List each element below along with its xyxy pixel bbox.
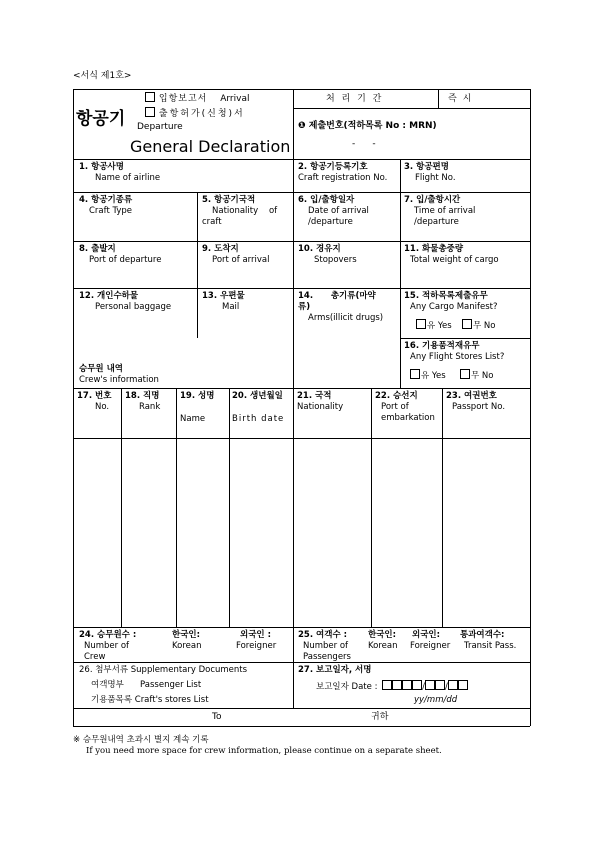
year-digit-box[interactable] bbox=[402, 680, 412, 690]
col-23-en: Passport No. bbox=[452, 402, 506, 412]
field-25-en: Number of bbox=[303, 641, 349, 651]
crew-info-label: 승무원 내역 bbox=[79, 364, 124, 374]
col-18-en: Rank bbox=[139, 402, 161, 412]
field-24-label: 24. 승무원수 : bbox=[79, 630, 137, 640]
field-25-transit-en: Transit Pass. bbox=[464, 641, 517, 651]
field-5-en: Nationality of bbox=[212, 206, 278, 216]
day-digit-box[interactable] bbox=[448, 680, 458, 690]
field-14-en: Arms(illicit drugs) bbox=[308, 313, 384, 323]
field-4-label: 4. 항공기종류 bbox=[79, 195, 133, 205]
arrival-checkbox[interactable] bbox=[145, 92, 155, 102]
col-22-label: 22. 승선지 bbox=[375, 391, 418, 401]
processing-period-label: 처 리 기 간 bbox=[326, 94, 384, 104]
col-20-label: 20. 생년월일 bbox=[232, 391, 283, 401]
field-25-korean-label: 한국인: bbox=[368, 630, 397, 640]
date-format-hint: yy/mm/dd bbox=[414, 695, 458, 705]
field-2-label: 2. 항공기등록기호 bbox=[298, 162, 368, 172]
passenger-list: 여객명부 Passenger List bbox=[91, 680, 202, 690]
stores-yes-checkbox[interactable] bbox=[410, 369, 420, 379]
col-21-en: Nationality bbox=[297, 402, 344, 412]
field-24-korean-label: 한국인: bbox=[172, 630, 201, 640]
field-6-en: Date of arrival bbox=[308, 206, 369, 216]
field-27-label: 27. 보고일자, 서명 bbox=[298, 665, 372, 675]
departure-option[interactable]: 출항허가(신청)서 bbox=[145, 107, 245, 120]
field-15-no[interactable]: 무 No bbox=[462, 319, 495, 332]
field-25-en-2: Passengers bbox=[303, 652, 351, 662]
departure-checkbox[interactable] bbox=[145, 107, 155, 117]
day-digit-box[interactable] bbox=[458, 680, 468, 690]
processing-period-value: 즉시 bbox=[448, 94, 478, 104]
footnote-ko: ※ 승무원내역 초과시 별지 계속 기록 bbox=[73, 735, 209, 745]
field-4-en: Craft Type bbox=[89, 206, 133, 216]
field-3-label: 3. 항공편명 bbox=[404, 162, 449, 172]
col-23-label: 23. 여권번호 bbox=[446, 391, 497, 401]
form-number: <서식 제1호> bbox=[73, 71, 132, 81]
report-date-label: 보고일자 Date : / / bbox=[316, 680, 468, 693]
field-24-foreign-en: Foreigner bbox=[236, 641, 277, 651]
field-15-en: Any Cargo Manifest? bbox=[410, 302, 498, 312]
field-25-label: 25. 여객수 : bbox=[298, 630, 348, 640]
field-2-en: Craft registration No. bbox=[298, 173, 388, 183]
field-10-label: 10. 경유지 bbox=[298, 244, 341, 254]
cargo-yes-checkbox[interactable] bbox=[416, 319, 426, 329]
field-24-en-2: Crew bbox=[84, 652, 106, 662]
col-22-en: Port of embarkation bbox=[381, 402, 435, 423]
col-17-label: 17. 번호 bbox=[77, 391, 112, 401]
field-16-no[interactable]: 무 No bbox=[460, 369, 493, 382]
field-8-en: Port of departure bbox=[89, 255, 162, 265]
field-7-en-2: /departure bbox=[414, 217, 459, 227]
footnote-en: If you need more space for crew information, please continue on a separate sheet. bbox=[86, 746, 442, 756]
year-digit-box[interactable] bbox=[412, 680, 422, 690]
field-11-en: Total weight of cargo bbox=[410, 255, 499, 265]
field-15-yes[interactable]: 유 Yes bbox=[416, 319, 452, 332]
col-20-en: Birth date bbox=[232, 414, 285, 424]
field-26-label: 26. 첨부서류 Supplementary Documents bbox=[79, 665, 248, 675]
field-6-en-2: /departure bbox=[308, 217, 353, 227]
crew-entry-area[interactable] bbox=[74, 439, 529, 626]
departure-en: Departure bbox=[137, 122, 183, 132]
month-digit-box[interactable] bbox=[425, 680, 435, 690]
field-6-label: 6. 입/출항일자 bbox=[298, 195, 355, 205]
field-16-label: 16. 기용품적재유무 bbox=[404, 341, 480, 351]
field-10-en: Stopovers bbox=[314, 255, 357, 265]
report-date-boxes[interactable]: / / bbox=[382, 682, 468, 692]
honorific-label: 귀하 bbox=[371, 712, 389, 722]
field-16-en: Any Flight Stores List? bbox=[410, 352, 505, 362]
field-24-korean-en: Korean bbox=[172, 641, 202, 651]
col-21-label: 21. 국적 bbox=[297, 391, 332, 401]
to-label: To bbox=[212, 712, 222, 722]
crew-info-en: Crew's information bbox=[79, 375, 159, 385]
col-19-en: Name bbox=[180, 414, 206, 424]
field-14-label-2: 류) bbox=[298, 302, 311, 312]
field-13-en: Mail bbox=[222, 302, 240, 312]
field-5-label: 5. 항공기국적 bbox=[202, 195, 256, 205]
field-12-label: 12. 개인수하물 bbox=[79, 291, 139, 301]
col-17-en: No. bbox=[95, 402, 110, 412]
submission-number-value[interactable]: - - bbox=[352, 139, 376, 149]
field-25-korean-en: Korean bbox=[368, 641, 398, 651]
month-digit-box[interactable] bbox=[435, 680, 445, 690]
field-25-foreign-label: 외국인: bbox=[412, 630, 441, 640]
field-25-foreign-en: Foreigner bbox=[410, 641, 451, 651]
cargo-no-checkbox[interactable] bbox=[462, 319, 472, 329]
field-9-label: 9. 도착지 bbox=[202, 244, 239, 254]
arrival-option[interactable]: 입항보고서 Arrival bbox=[145, 92, 249, 105]
field-15-label: 15. 적하목록제출유무 bbox=[404, 291, 488, 301]
form-title: General Declaration bbox=[130, 137, 291, 156]
col-19-label: 19. 성명 bbox=[180, 391, 215, 401]
year-digit-box[interactable] bbox=[392, 680, 402, 690]
field-1-en: Name of airline bbox=[95, 173, 161, 183]
field-7-label: 7. 입/출항시간 bbox=[404, 195, 461, 205]
field-13-label: 13. 우편물 bbox=[202, 291, 245, 301]
field-24-en: Number of bbox=[84, 641, 130, 651]
field-5-en-2: craft bbox=[202, 217, 222, 227]
year-digit-box[interactable] bbox=[382, 680, 392, 690]
field-14-label: 14. 총기류(마약 bbox=[298, 291, 376, 301]
field-7-en: Time of arrival bbox=[414, 206, 476, 216]
field-25-transit-label: 통과여객수: bbox=[460, 630, 505, 640]
col-18-label: 18. 직명 bbox=[125, 391, 160, 401]
stores-no-checkbox[interactable] bbox=[460, 369, 470, 379]
aircraft-title: 항공기 bbox=[76, 109, 126, 129]
field-11-label: 11. 화물총중량 bbox=[404, 244, 464, 254]
submission-number-label[interactable]: ❶ 제출번호(적하목록 No : MRN) bbox=[298, 121, 437, 131]
field-9-en: Port of arrival bbox=[212, 255, 270, 265]
field-16-yes[interactable]: 유 Yes bbox=[410, 369, 446, 382]
field-8-label: 8. 출발지 bbox=[79, 244, 116, 254]
field-12-en: Personal baggage bbox=[95, 302, 172, 312]
field-24-foreign-label: 외국인 : bbox=[240, 630, 271, 640]
field-3-en: Flight No. bbox=[415, 173, 456, 183]
field-1-label: 1. 항공사명 bbox=[79, 162, 124, 172]
crafts-stores-list: 기용품목록 Craft's stores List bbox=[91, 695, 209, 705]
